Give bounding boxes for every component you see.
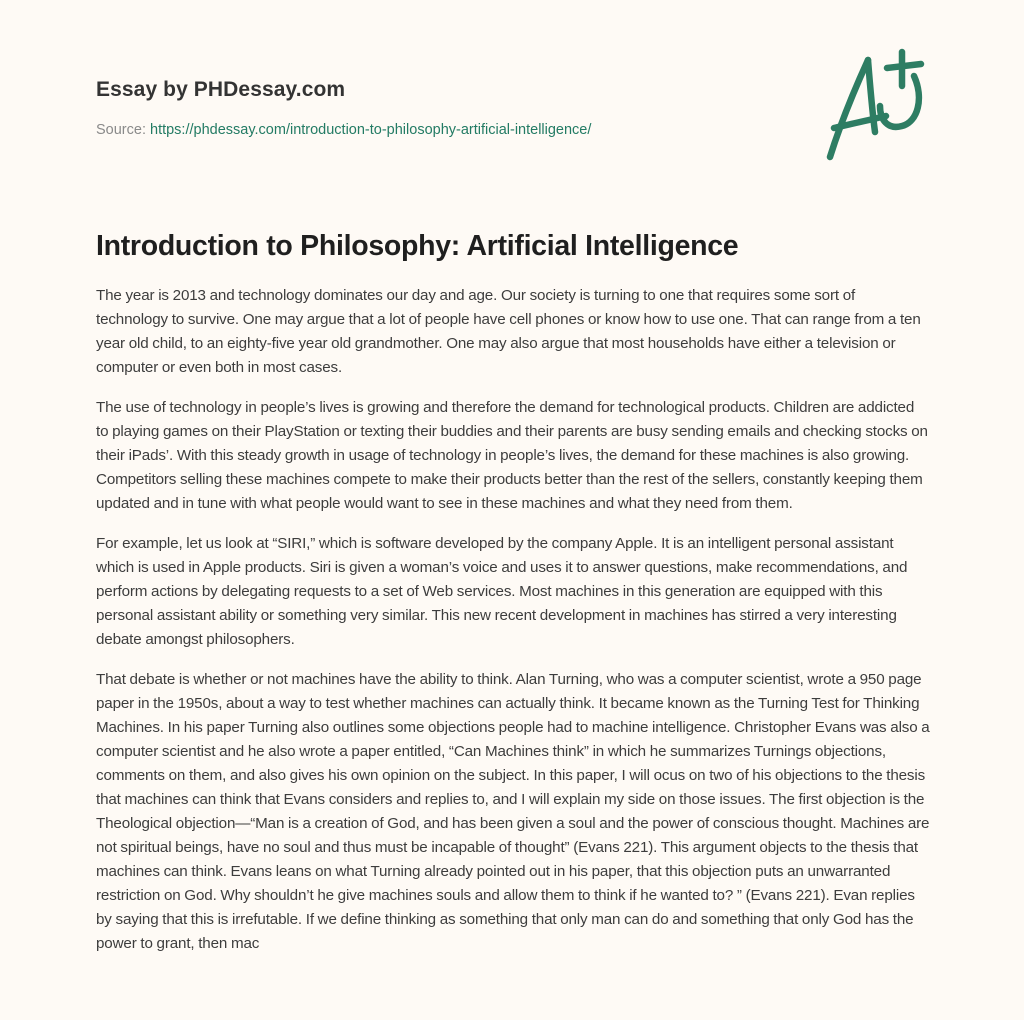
site-title: Essay by PHDessay.com — [96, 78, 346, 101]
page-header — [96, 76, 796, 140]
a-plus-grade-icon — [820, 40, 930, 165]
source-label: Source: — [96, 122, 150, 138]
essay-paragraph: For example, let us look at “SIRI,” which is software developed by the company Apple. It is an intelligent personal assistant which is used in Apple products. Siri is given a woman’s voice and uses it to answer questions, make recommendations, and perform actions by delegating requests to a set of Web services. Most machines in this generation are equipped with this personal assistant ability or something very similar. This new recent development in machines has stirred a very interesting debate amongst philosophers. — [96, 535, 908, 648]
essay-paragraph: That debate is whether or not machines have the ability to think. Alan Turning, who was a computer scientist, wrote a 950 page paper in the 1950s, about a way to test whether machines can actually think. It became known as the Turning Test for Thinking Machines. In his paper Turning also outlines some objections people had to machine intelligence. Christopher Evans was also a computer scientist and he also wrote a paper entitled, “Can Machines think” in which he summarizes Turnings objections, comments on them, and also gives his own opinion on the subject. In this paper, I will ocus on two of his objections to the thesis that machines can think that Evans considers and replies to, and I will explain my side on those issues. The first objection is the Theological objection—“Man is a creation of God, and has been given a soul and the power of conscious thought. Machines are not spiritual beings, have no soul and thus must be incapable of thought” (Evans 221). This argument objects to the thesis that machines can think. Evans leans on what Turning already pointed out in his paper, that this objection puts an unwarranted restriction on God. Why shouldn’t he give machines souls and allow them to think if he wanted to? ” (Evans 221). Evan replies by saying that this is irrefutable. If we define thinking as something that only man can do and something that only God has the power to grant, then mac — [96, 671, 930, 952]
essay-title: Introduction to Philosophy: Artificial Intelligence — [96, 230, 739, 262]
source-link[interactable]: https://phdessay.com/introduction-to-philosophy-artificial-intelligence/ — [150, 122, 592, 138]
essay-content — [96, 228, 930, 972]
essay-paragraph: The year is 2013 and technology dominates our day and age. Our society is turning to one that requires some sort of technology to survive. One may argue that a lot of people have cell phones or know how to use one. That can range from a ten year old child, to an eighty-five year old grandmother. One may also argue that most households have either a television or computer or even both in most cases. — [96, 287, 921, 376]
source-line — [96, 120, 796, 140]
essay-paragraph: The use of technology in people’s lives is growing and therefore the demand for technological products. Children are addicted to playing games on their PlayStation or texting their buddies and their parents are busy sending emails and checking stocks on their iPads’. With this steady growth in usage of technology in people’s lives, the demand for these machines is also growing. Competitors selling these machines compete to make their products better than the rest of the sellers, constantly keeping them updated and in tune with what people would want to see in these machines and what they need from them. — [96, 399, 928, 512]
